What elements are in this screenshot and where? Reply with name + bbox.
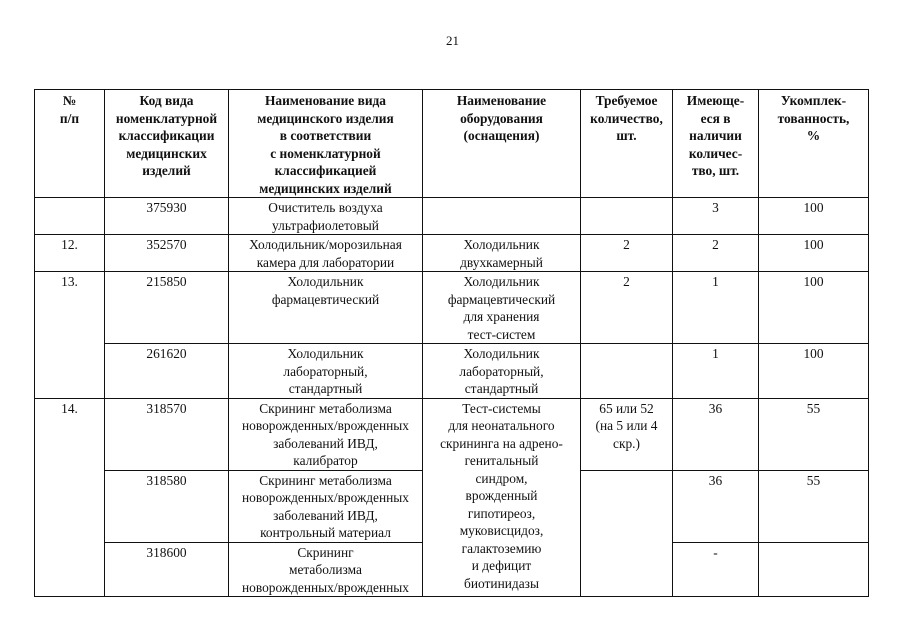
cell-code: 215850 [105, 272, 229, 344]
cell-completeness: 100 [759, 344, 869, 399]
cell-line: ультрафиолетовый [272, 217, 379, 233]
cell-line: биотинидазы [464, 575, 539, 591]
cell-line: Холодильник [463, 237, 540, 252]
cell-line: фармацевтический [271, 291, 380, 307]
cell-line: медицинского изделия [257, 110, 394, 126]
header-equipment [423, 90, 581, 198]
cell-line: калибратор [293, 453, 358, 468]
table-row [35, 235, 869, 272]
cell-available: 2 [673, 235, 759, 272]
cell-line: Тест-системы [462, 400, 541, 416]
cell-line: синдром, [475, 470, 528, 486]
header-device-name [229, 90, 423, 198]
cell-line: медицинских изделий [259, 180, 392, 196]
cell-line: Скрининг метаболизма [259, 400, 392, 416]
cell-line: муковисцидоз, [459, 523, 544, 538]
cell-line: гипотиреоз, [467, 505, 536, 521]
cell-line: Укомплек- [780, 93, 847, 108]
page-number: 21 [446, 33, 459, 48]
cell-line: стандартный [464, 381, 539, 396]
cell-line: новорожденных/врожденных [241, 490, 409, 505]
cell-line: классификации [118, 128, 215, 143]
cell-available: 1 [673, 344, 759, 399]
cell-line: % [806, 128, 821, 143]
cell-line: Холодильник/морозильная [249, 237, 402, 252]
cell-line: изделий [142, 163, 191, 178]
cell-line: № [62, 93, 77, 108]
cell-equipment-shared [423, 398, 581, 597]
header-required [581, 90, 673, 198]
cell-completeness: 55 [759, 398, 869, 470]
cell-required: 2 [581, 272, 673, 344]
cell-line: Холодильник [463, 346, 540, 361]
cell-device-name [229, 542, 423, 597]
header-number [35, 90, 105, 198]
header-code [105, 90, 229, 198]
cell-line: галактоземию [461, 540, 542, 556]
cell-available: 36 [673, 470, 759, 542]
cell-line: Код вида [139, 93, 194, 108]
cell-line: скрининга на адрено- [440, 435, 563, 451]
cell-line: скр.) [613, 435, 640, 451]
cell-number [35, 198, 105, 235]
header-completeness [759, 90, 869, 198]
cell-code: 375930 [105, 198, 229, 235]
cell-line: фармацевтический [447, 291, 556, 307]
cell-equipment [423, 344, 581, 399]
cell-line: 65 или 52 [599, 400, 654, 416]
cell-line: с номенклатурной [270, 145, 381, 161]
cell-line: стандартный [288, 381, 363, 396]
cell-completeness: 100 [759, 198, 869, 235]
table-row [35, 272, 869, 344]
cell-code: 318580 [105, 470, 229, 542]
cell-line: Имеюще- [686, 93, 745, 108]
cell-line: для хранения [463, 309, 540, 324]
cell-code: 318600 [105, 542, 229, 597]
cell-line: тво, шт. [691, 163, 740, 178]
cell-line: лабораторный, [283, 363, 368, 379]
cell-line: метаболизма [289, 562, 362, 577]
table-row [35, 398, 869, 470]
cell-required: 2 [581, 235, 673, 272]
cell-line: (оснащения) [463, 128, 540, 143]
cell-line: генитальный [464, 453, 539, 468]
cell-line: заболеваний ИВД, [273, 507, 378, 523]
cell-number: 14. [35, 398, 105, 597]
table-row [35, 198, 869, 235]
cell-line: п/п [59, 110, 80, 126]
cell-available: 1 [673, 272, 759, 344]
cell-code: 318570 [105, 398, 229, 470]
cell-line: шт. [616, 128, 637, 143]
cell-completeness: 100 [759, 235, 869, 272]
cell-line: Холодильник [463, 274, 540, 289]
table-row [35, 344, 869, 399]
cell-line: Наименование [456, 93, 547, 108]
cell-line: и дефицит [471, 558, 532, 573]
cell-device-name [229, 398, 423, 470]
cell-completeness: 100 [759, 272, 869, 344]
cell-line: оборудования [460, 110, 543, 126]
cell-number: 12. [35, 235, 105, 272]
cell-required [581, 398, 673, 470]
cell-completeness [759, 542, 869, 597]
cell-line: Скрининг метаболизма [259, 472, 392, 488]
cell-line: Холодильник [287, 346, 364, 361]
cell-line: количество, [590, 110, 663, 126]
cell-line: тест-систем [467, 326, 536, 342]
cell-available: 36 [673, 398, 759, 470]
cell-line: в соответствии [279, 128, 372, 143]
cell-required [581, 198, 673, 235]
cell-completeness: 55 [759, 470, 869, 542]
cell-line: (на 5 или 4 [595, 418, 658, 433]
cell-required [581, 344, 673, 399]
cell-device-name [229, 272, 423, 344]
cell-line: Скрининг [297, 544, 354, 560]
cell-required [581, 470, 673, 597]
cell-number: 13. [35, 272, 105, 399]
cell-line: Наименование вида [264, 93, 387, 108]
cell-equipment [423, 272, 581, 344]
cell-line: номенклатурной [115, 110, 218, 126]
cell-device-name [229, 470, 423, 542]
cell-line: еся в [700, 110, 731, 126]
cell-line: камера для лаборатории [256, 254, 395, 270]
cell-line: Требуемое [595, 93, 658, 108]
cell-line: медицинских [126, 145, 207, 161]
cell-available: 3 [673, 198, 759, 235]
cell-device-name [229, 235, 423, 272]
cell-line: новорожденных/врожденных [241, 579, 409, 595]
cell-line: лабораторный, [459, 363, 544, 379]
cell-line: врожденный [465, 488, 538, 503]
cell-line: двухкамерный [460, 254, 543, 270]
cell-line: новорожденных/врожденных [241, 418, 409, 433]
cell-line: заболеваний ИВД, [273, 435, 378, 451]
cell-line: классификацией [274, 163, 377, 178]
equipment-table [34, 89, 869, 597]
header-available [673, 90, 759, 198]
cell-line: наличии [689, 128, 742, 143]
cell-equipment [423, 235, 581, 272]
table-header-row [35, 90, 869, 198]
cell-line: Холодильник [287, 274, 364, 289]
cell-line: Очиститель воздуха [268, 200, 383, 215]
cell-equipment [423, 198, 581, 235]
cell-available: - [673, 542, 759, 597]
cell-line: тованность, [777, 110, 850, 126]
cell-line: контрольный материал [260, 525, 391, 540]
cell-device-name [229, 198, 423, 235]
cell-code: 261620 [105, 344, 229, 399]
cell-code: 352570 [105, 235, 229, 272]
cell-device-name [229, 344, 423, 399]
cell-line: количес- [688, 145, 743, 161]
cell-line: для неонатального [448, 418, 555, 433]
